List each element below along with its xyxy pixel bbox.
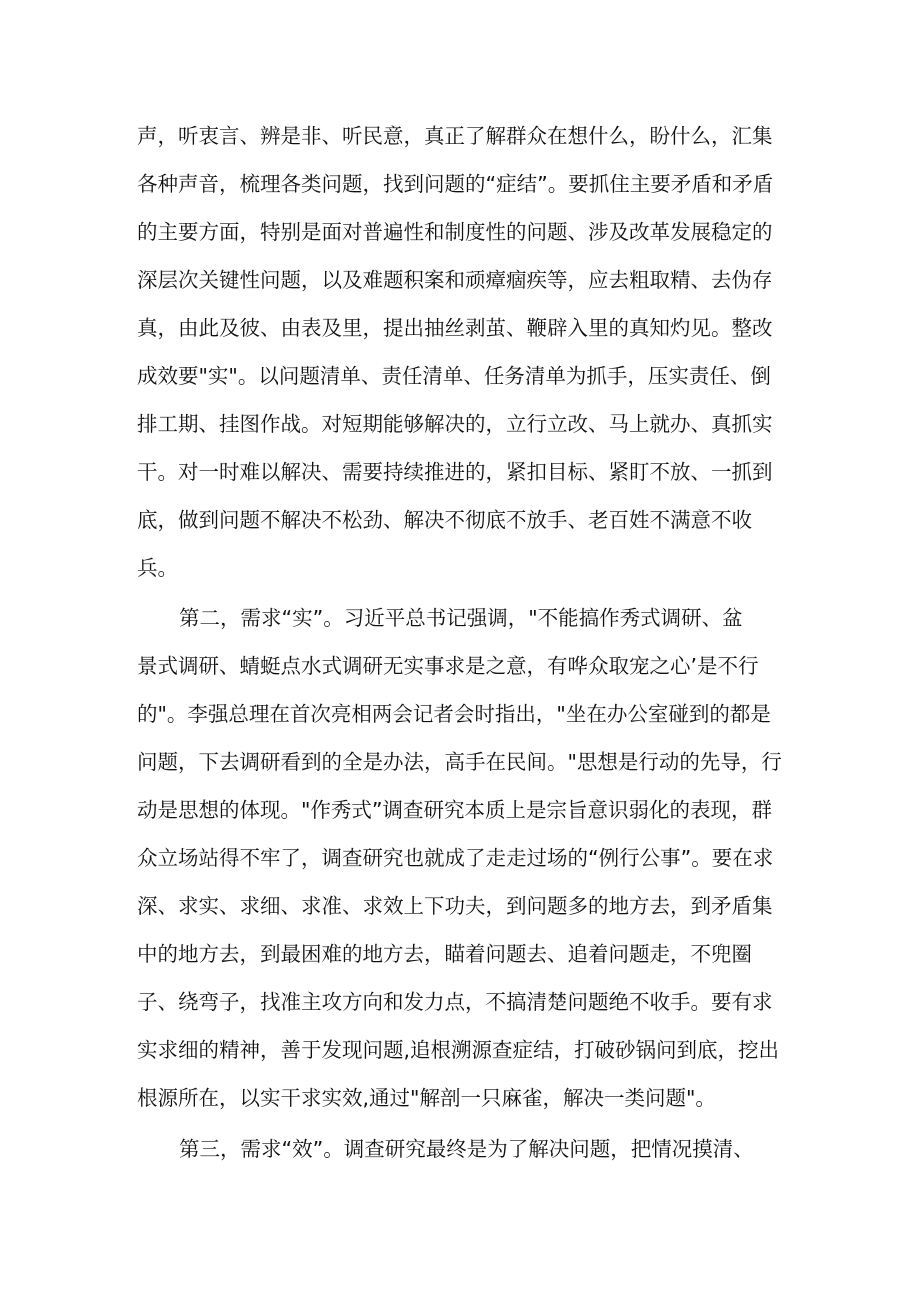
paragraph-3-first-line: 第三，需求“效”。调查研究最终是为了解决问题，把情况摸清、 [179,1137,754,1161]
text-line: 景式调研、蜻蜓点水式调研无实事求是之意，有哗众取宠之心’是不行 [137,654,759,678]
text-line: 子、绕弯子，找准主攻方向和发力点，不搞清楚问题绝不收手。要有求 [137,990,773,1014]
text-line: 动是思想的体现。"作秀式”调查研究本质上是宗旨意识弱化的表现，群 [137,798,773,822]
text-line: 问题，下去调研看到的全是办法，高手在民间。"思想是行动的先导，行 [137,750,782,774]
text-line: 的"。李强总理在首次亮相两会记者会时指出，"坐在办公室碰到的都是 [137,702,771,726]
paragraph-2-first-line: 第二，需求“实”。习近平总书记强调，"不能搞作秀式调研、盆 [179,606,743,630]
text-line: 的主要方面，特别是面对普遍性和制度性的问题、涉及改革发展稳定的 [137,220,773,244]
text-line: 深层次关键性问题，以及难题积案和顽瘴痼疾等，应去粗取精、去伪存 [137,268,773,292]
text-line: 排工期、挂图作战。对短期能够解决的，立行立改、马上就办、真抓实 [137,412,773,436]
text-line: 根源所在，以实干求实效,通过"解剖一只麻雀，解决一类问题"。 [137,1086,716,1110]
text-line: 众立场站得不牢了，调查研究也就成了走走过场的“例行公事”。要在求 [137,846,774,870]
text-line: 实求细的精神，善于发现问题,追根溯源查症结，打破砂锅问到底，挖出 [137,1038,780,1062]
text-line: 中的地方去，到最困难的地方去，瞄着问题去、追着问题走，不兜圈 [137,942,752,966]
text-line: 成效要"实"。以问题清单、责任清单、任务清单为抓手，压实责任、倒 [137,364,771,388]
text-line: 底，做到问题不解决不松劲、解决不彻底不放手、老百姓不满意不收 [137,508,752,532]
text-line: 声，听衷言、辨是非、听民意，真正了解群众在想什么，盼什么，汇集 [137,124,773,148]
text-line: 深、求实、求细、求准、求效上下功夫，到问题多的地方去，到矛盾集 [137,894,773,918]
text-line: 各种声音，梳理各类问题，找到问题的“症结”。要抓住主要矛盾和矛盾 [137,172,774,196]
text-line: 干。对一时难以解决、需要持续推进的，紧扣目标、紧盯不放、一抓到 [137,460,773,484]
text-line: 真，由此及彼、由表及里，提出抽丝剥茧、鞭辟入里的真知灼见。整改 [137,316,773,340]
text-line: 兵。 [137,556,178,580]
